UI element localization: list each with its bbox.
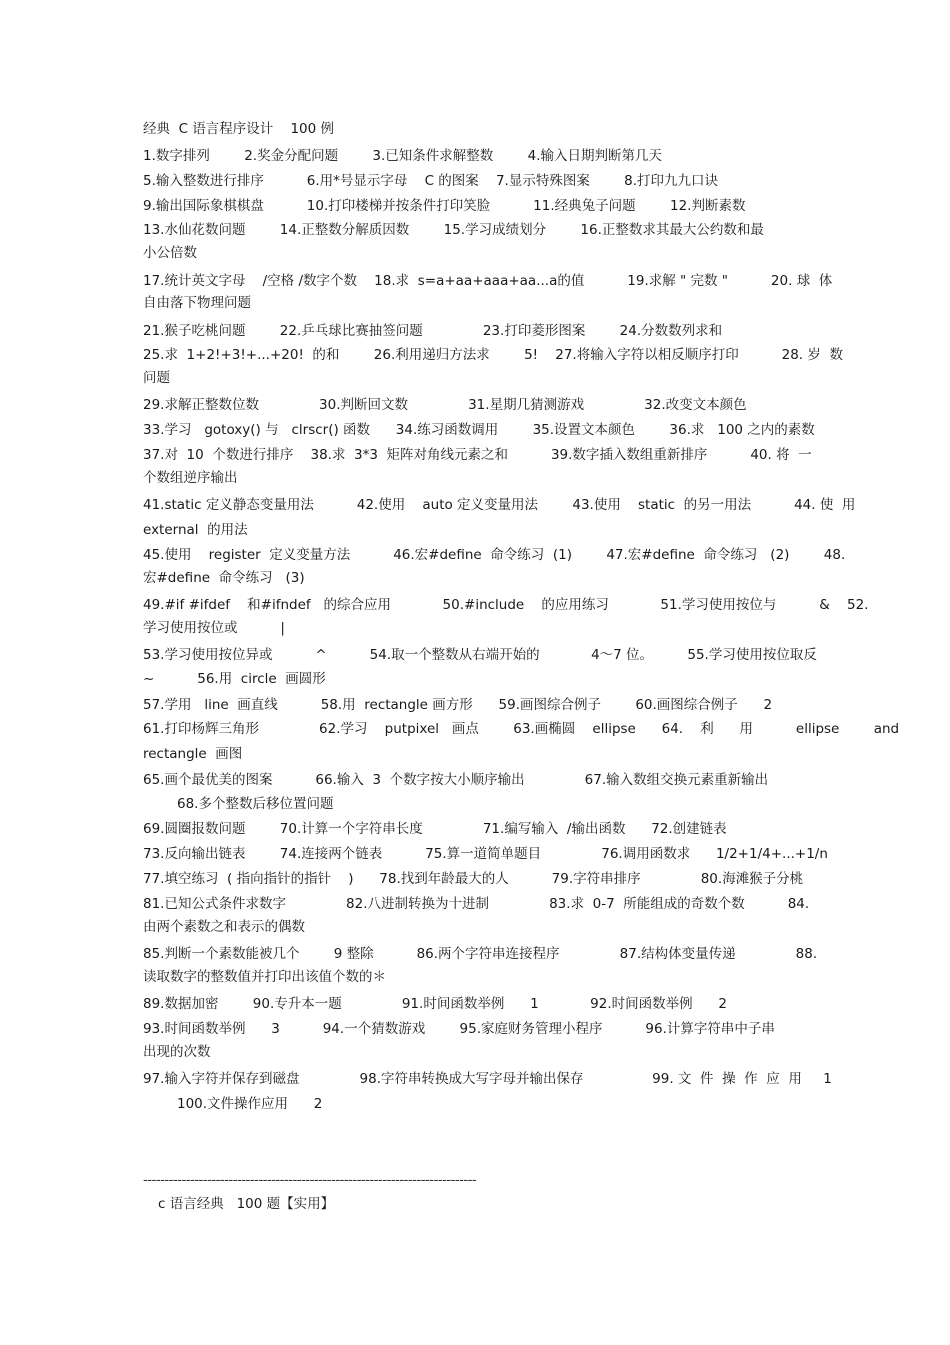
text-line: 73.反向输出链表 74.连接两个链表 75.算一道简单题目 76.调用函数求 1/2+1/4+...+1/n xyxy=(143,846,828,862)
document-title: 经典 C 语言程序设计 100 例 xyxy=(143,121,335,137)
text-line: 41.static 定义静态变量用法 42.使用 auto 定义变量用法 43.使用 static 的另一用法 44. 使 用 xyxy=(143,497,856,513)
section-heading: c 语言经典 100 题【实用】 xyxy=(158,1196,335,1212)
text-line: 5.输入整数进行排序 6.用*号显示字母 C 的图案 7.显示特殊图案 8.打印九九口诀 xyxy=(143,173,719,189)
text-line: 29.求解正整数位数 30.判断回文数 31.星期几猜测游戏 32.改变文本颜色 xyxy=(143,397,747,413)
text-line: 出现的次数 xyxy=(143,1044,211,1060)
text-line: ~ 56.用 circle 画圆形 xyxy=(143,671,326,687)
text-line: 由两个素数之和表示的偶数 xyxy=(143,919,305,935)
text-line: 61.打印杨辉三角形 62.学习 putpixel 画点 63.画椭圆 ellipse 64. 利 用 ellipse and xyxy=(143,721,900,737)
text-line: 37.对 10 个数进行排序 38.求 3*3 矩阵对角线元素之和 39.数字插入数组重新排序 40. 将 一 xyxy=(143,447,812,463)
text-line: 33.学习 gotoxy() 与 clrscr() 函数 34.练习函数调用 35.设置文本颜色 36.求 100 之内的素数 xyxy=(143,422,815,438)
text-line: 1.数字排列 2.奖金分配问题 3.已知条件求解整数 4.输入日期判断第几天 xyxy=(143,148,663,164)
text-line: 69.圆圈报数问题 70.计算一个字符串长度 71.编写输入 /输出函数 72.创建链表 xyxy=(143,821,727,837)
text-line: 25.求 1+2!+3!+...+20! 的和 26.利用递归方法求 5! 27.将输入字符以相反顺序打印 28. 岁 数 xyxy=(143,347,843,363)
text-line: external 的用法 xyxy=(143,522,248,538)
text-line: 89.数据加密 90.专升本一题 91.时间函数举例 1 92.时间函数举例 2 xyxy=(143,996,727,1012)
text-line: 68.多个整数后移位置问题 xyxy=(177,796,334,812)
text-line: 57.学用 line 画直线 58.用 rectangle 画方形 59.画图综合例子 60.画图综合例子 2 xyxy=(143,697,773,713)
text-line: 13.水仙花数问题 14.正整数分解质因数 15.学习成绩划分 16.正整数求其最大公约数和最 xyxy=(143,222,764,238)
text-line: 学习使用按位或 | xyxy=(143,620,285,636)
text-line: 17.统计英文字母 /空格 /数字个数 18.求 s=a+aa+aaa+aa...a的值 19.求解 " 完数 " 20. 球 体 xyxy=(143,273,833,289)
text-line: 77.填空练习 ( 指向指针的指针 ) 78.找到年龄最大的人 79.字符串排序 80.海滩猴子分桃 xyxy=(143,871,804,887)
text-line: 81.已知公式条件求数字 82.八进制转换为十进制 83.求 0-7 所能组成的奇数个数 84. xyxy=(143,896,810,912)
text-line: 自由落下物理问题 xyxy=(143,295,251,311)
text-line: 问题 xyxy=(143,370,170,386)
text-line: 21.猴子吃桃问题 22.乒乓球比赛抽签问题 23.打印菱形图案 24.分数数列求和 xyxy=(143,323,723,339)
text-line: 小公倍数 xyxy=(143,245,197,261)
text-line: 读取数字的整数值并打印出该值个数的＊ xyxy=(143,969,386,985)
text-line: 85.判断一个素数能被几个 9 整除 86.两个字符串连接程序 87.结构体变量传递 88. xyxy=(143,946,818,962)
text-line: 53.学习使用按位异或 ^ 54.取一个整数从右端开始的 4～7 位。 55.学习使用按位取反 xyxy=(143,647,817,663)
text-line: 97.输入字符并保存到磁盘 98.字符串转换成大写字母并输出保存 99. 文 件 操 作 应 用 1 xyxy=(143,1071,832,1087)
text-line: 宏#define 命令练习 (3) xyxy=(143,570,305,586)
text-line: 93.时间函数举例 3 94.一个猜数游戏 95.家庭财务管理小程序 96.计算字符串中子串 xyxy=(143,1021,775,1037)
text-line: 100.文件操作应用 2 xyxy=(177,1096,323,1112)
text-line: rectangle 画图 xyxy=(143,746,243,762)
text-line: 个数组逆序输出 xyxy=(143,470,238,486)
section-divider: ------------------------------------------------------------------------------ xyxy=(143,1172,477,1188)
text-line: 45.使用 register 定义变量方法 46.宏#define 命令练习 (1) 47.宏#define 命令练习 (2) 48. xyxy=(143,547,846,563)
text-line: 9.输出国际象棋棋盘 10.打印楼梯并按条件打印笑脸 11.经典兔子问题 12.判断素数 xyxy=(143,198,746,214)
text-line: 49.#if #ifdef 和#ifndef 的综合应用 50.#include 的应用练习 51.学习使用按位与 & 52. xyxy=(143,597,869,613)
text-line: 65.画个最优美的图案 66.输入 3 个数字按大小顺序输出 67.输入数组交换元素重新输出 xyxy=(143,772,769,788)
